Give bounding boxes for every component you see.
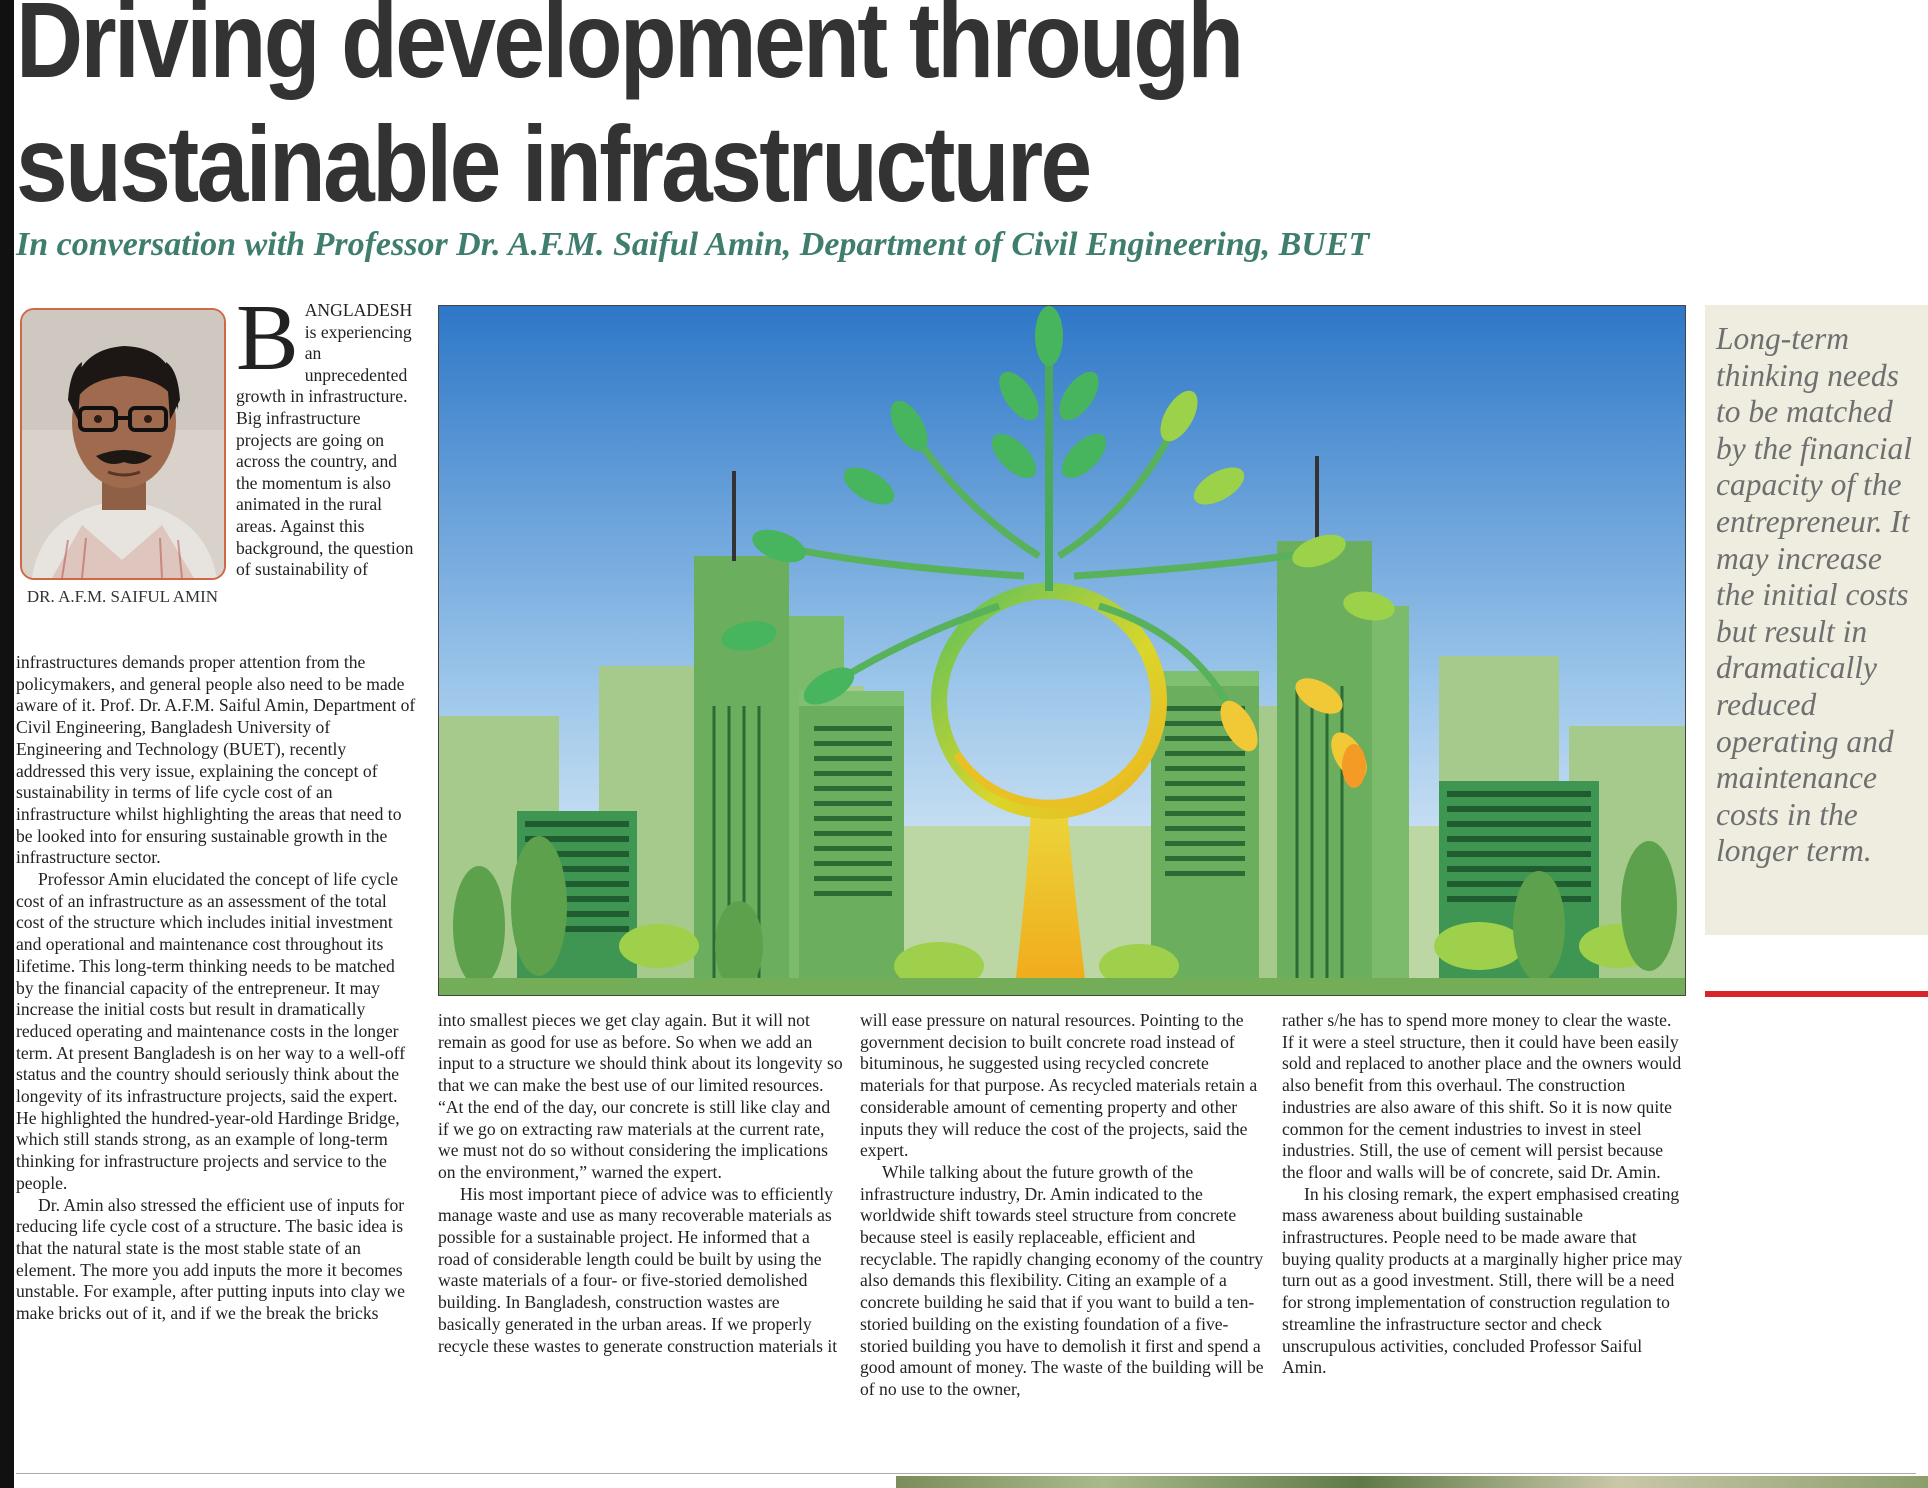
photo-caption: DR. A.F.M. SAIFUL AMIN bbox=[26, 587, 219, 606]
headline: Driving development through sustainable infrastructure bbox=[16, 0, 1242, 224]
paragraph: rather s/he has to spend more money to clear the waste. If it were a steel structure, then it could have been easily sold and replaced to another place and the owners would also benefit from this overhaul. The construction industries are also aware of this shift. So it is now quite common for the cement industries to invest in steel industries. Still, the use of cement will persist because the floor and walls will be of concrete, said Dr. Amin. bbox=[1282, 1010, 1682, 1182]
article-column-3 bbox=[860, 1010, 1265, 1401]
paragraph: Professor Amin elucidated the concept of life cycle cost of an infrastructure as an assessment of the total cost of the structure which includes initial investment and operational and maintenance cost throughout its lifetime. This long-term thinking needs to be matched by the financial capacity of the entrepreneur. It may increase the initial costs but result in dramatically reduced operating and maintenance costs in the longer term. At present Bangladesh is on her way to a well-off status and the country should seriously think about the longevity of its infrastructure projects, said the expert. He highlighted the hundred-year-old Hardinge Bridge, which still stands strong, as an example of long-term thinking for infrastructure projects and service to the people. bbox=[16, 869, 406, 1193]
paragraph: into smallest pieces we get clay again. But it will not remain as good for use as before. So when we add an input to a structure we should think about its longevity so that we can make the best use of our limited resources. “At the end of the day, our concrete is still like clay and if we go on extracting raw materials at the current rate, we must not do so without considering the implications on the environment,” warned the expert. bbox=[438, 1010, 843, 1182]
paragraph: infrastructures demands proper attention from the policymakers, and general people also need to be made aware of it. Prof. Dr. A.F.M. Saiful Amin, Department of Civil Engineering, Bangladesh University of Engineering and Technology (BUET), recently addressed this very issue, explaining the concept of sustainability in terms of life cycle cost of an infrastructure whilst highlighting the areas that need to be looked into for ensuring sustainable growth in the infrastructure sector. bbox=[16, 652, 416, 868]
accent-rule bbox=[1705, 991, 1928, 997]
bottom-divider bbox=[16, 1473, 1916, 1474]
page-edge-bar bbox=[0, 0, 14, 1488]
paragraph: His most important piece of advice was to efficiently manage waste and use as many recoverable materials as possible for a sustainable project. He informed that a road of considerable length could be built by using the waste materials of a four- or five-storied demolished building. In Bangladesh, construction wastes are basically generated in the urban areas. If we properly recycle these wastes to generate construction materials it bbox=[438, 1183, 838, 1356]
green-city-tree-illustration bbox=[438, 305, 1686, 996]
paragraph: will ease pressure on natural resources. Pointing to the government decision to built concrete road instead of bituminous, he suggested using recycled concrete materials for that purpose. As recycled materials retain a considerable amount of cementing property and other inputs they will reduce the cost of the projects, said the expert. bbox=[860, 1010, 1258, 1161]
intro-text: ANGLADESH is experiencing an unprecedented growth in infrastructure. Big infrastructure projects are going on across the country, and the momentum is also animated in the rural areas. Against this background, the question of sustainability of bbox=[236, 300, 414, 580]
paragraph: While talking about the future growth of the infrastructure industry, Dr. Amin indicated to the worldwide shift towards steel structure from concrete because steel is easily replaceable, efficient and recyclable. The rapidly changing economy of the country also demands this flexibility. Citing an example of a concrete building he said that if you want to build a ten-storied building on the existing foundation of a five-storied building you have to demolish it first and spend a good amount of money. The waste of the building will be of no use to the owner, bbox=[860, 1161, 1264, 1399]
next-article-image-strip bbox=[896, 1476, 1928, 1488]
subheadline: In conversation with Professor Dr. A.F.M. Saiful Amin, Department of Civil Engineering, BUET bbox=[16, 226, 1370, 263]
pull-quote bbox=[1705, 305, 1928, 935]
portrait-photo-icon bbox=[20, 308, 226, 580]
article-column-2 bbox=[438, 1010, 843, 1357]
article-column-4 bbox=[1282, 1010, 1687, 1379]
article-column-1 bbox=[16, 652, 416, 1325]
paragraph: Dr. Amin also stressed the efficient use of inputs for reducing life cycle cost of a structure. The basic idea is that the natural state is the most stable state of an element. The more you add inputs the more it becomes unstable. For example, after putting inputs into clay we make bricks out of it, and if we the break the bricks bbox=[16, 1194, 405, 1324]
pull-quote-text: Long-term thinking needs to be matched by the financial capacity of the entrepreneur. It may increase the initial costs but result in dramatically reduced operating and maintenance costs in the longer term. bbox=[1716, 321, 1912, 869]
intro-paragraph bbox=[236, 286, 416, 581]
dropcap-letter: B bbox=[236, 286, 299, 390]
paragraph: In his closing remark, the expert emphasised creating mass awareness about building sustainable infrastructures. People need to be made aware that buying quality products at a marginally higher price may turn out as a good investment. Still, there will be a need for strong implementation of construction regulation to streamline the infrastructure sector and check unscrupulous activities, concluded Professor Saiful Amin. bbox=[1282, 1183, 1683, 1378]
